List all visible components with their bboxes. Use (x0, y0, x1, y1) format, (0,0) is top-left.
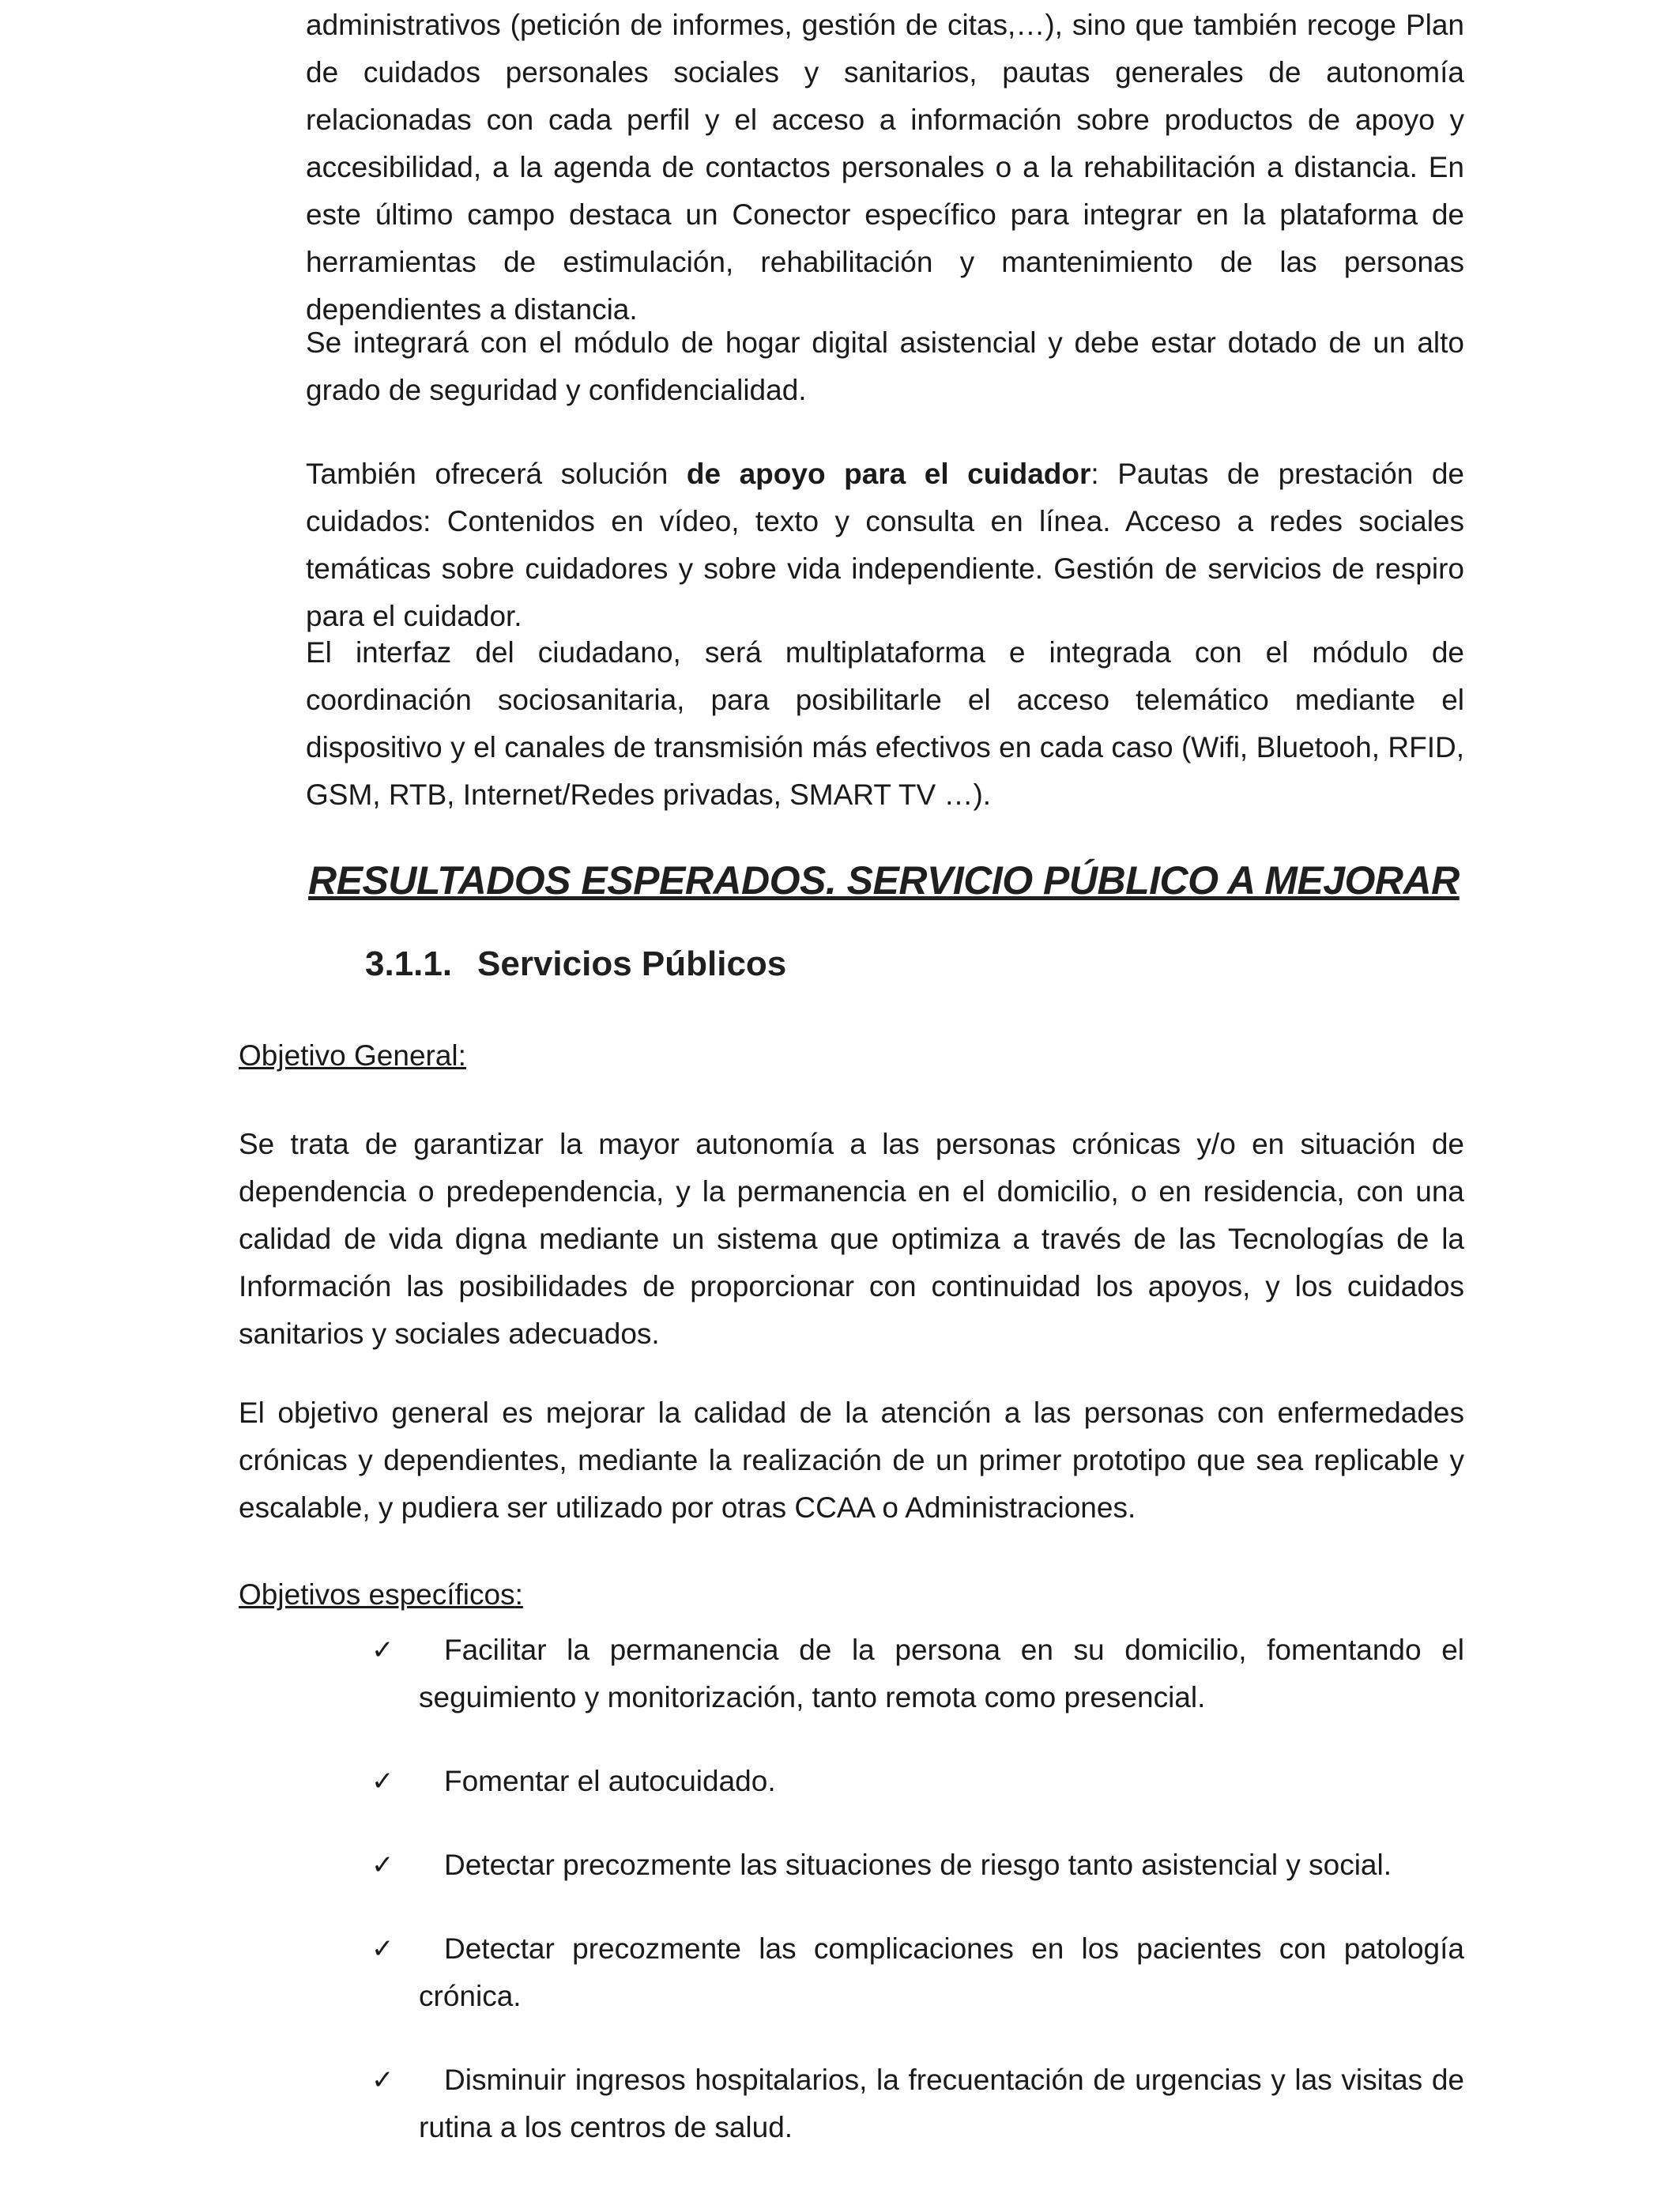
specific-objectives-label-text: Objetivos específicos (239, 1578, 515, 1611)
intro-paragraph-3 (306, 450, 1464, 640)
general-objective-label: Objetivo General: (239, 1039, 466, 1072)
list-item (371, 1925, 1464, 2020)
intro-paragraph-4: El interfaz del ciudadano, será multiplataforma e integrada con el módulo de coordinación sociosanitaria, para posibilitarle el acceso telemático mediante el dispositivo y el canales de transmisión más efectivos en cada caso (Wifi, Bluetooh, RFID, GSM, RTB, Internet/Redes privadas, SMART TV …). (306, 636, 1464, 811)
general-objective-paragraph-1: Se trata de garantizar la mayor autonomía a las personas crónicas y/o en situación de dependencia o predependencia, y la permanencia en el domicilio, o en residencia, con una calidad de vida digna mediante un sistema que optimiza a través de las Tecnologías de la Información las posibilidades de proporcionar con continuidad los apoyos, y los cuidados sanitarios y sociales adecuados. (239, 1128, 1464, 1350)
intro-paragraph-3-prefix: También ofrecerá solución (306, 458, 687, 490)
specific-objectives-label-colon: : (514, 1578, 523, 1611)
checkmark-icon: ✓ (371, 2064, 394, 2096)
checkmark-icon: ✓ (371, 1849, 394, 1881)
list-item (371, 1842, 1464, 1889)
section-heading: RESULTADOS ESPERADOS. SERVICIO PÚBLICO A MEJORAR (308, 858, 1460, 903)
list-item-text: Detectar precozmente las situaciones de riesgo tanto asistencial y social. (444, 1849, 1392, 1881)
general-objective-paragraph-2: El objetivo general es mejorar la calidad de la atención a las personas con enfermedades crónicas y dependientes, mediante la realización de un primer prototipo que sea replicable y escalable, y pudiera ser utilizado por otras CCAA o Administraciones. (239, 1397, 1464, 1524)
list-item-text: Disminuir ingresos hospitalarios, la frecuentación de urgencias y las visitas de rutina a los centros de salud. (419, 2064, 1464, 2143)
specific-objectives-list (371, 1627, 1464, 2188)
list-item-text: Facilitar la permanencia de la persona en su domicilio, fomentando el seguimiento y monitorización, tanto remota como presencial. (419, 1634, 1464, 1713)
checkmark-icon: ✓ (371, 1933, 394, 1965)
list-item-text: Fomentar el autocuidado. (444, 1765, 776, 1797)
list-item (371, 2056, 1464, 2151)
checkmark-icon: ✓ (371, 1766, 394, 1797)
list-item (371, 1627, 1464, 1721)
subsection-title: Servicios Públicos (477, 944, 787, 983)
list-item-text: Detectar precozmente las complicaciones en los pacientes con patología crónica. (419, 1932, 1464, 2012)
checkmark-icon: ✓ (371, 1634, 394, 1666)
intro-paragraph-3-bold: de apoyo para el cuidador (686, 458, 1091, 490)
subsection-number: 3.1.1. (365, 944, 453, 983)
intro-paragraph-3-suffix: : Pautas de prestación de cuidados: Contenidos en vídeo, texto y consulta en línea. Acceso a redes sociales temáticas sobre cuidadores y sobre vida independiente. Gestión de servicios de respiro para el cuidador. (306, 458, 1464, 632)
intro-paragraph-2: Se integrará con el módulo de hogar digital asistencial y debe estar dotado de un alto grado de seguridad y confidencialidad. (306, 326, 1464, 406)
subsection-heading (365, 941, 786, 988)
intro-paragraph-1: administrativos (petición de informes, gestión de citas,…), sino que también recoge Plan de cuidados personales sociales y sanitarios, pautas generales de autonomía relacionadas con cada perfil y el acceso a información sobre productos de apoyo y accesibilidad, a la agenda de contactos personales o a la rehabilitación a distancia. En este último campo destaca un Conector específico para integrar en la plataforma de herramientas de estimulación, rehabilitación y mantenimiento de las personas dependientes a distancia. (306, 9, 1464, 326)
list-item (371, 1758, 1464, 1805)
specific-objectives-label (239, 1571, 523, 1619)
